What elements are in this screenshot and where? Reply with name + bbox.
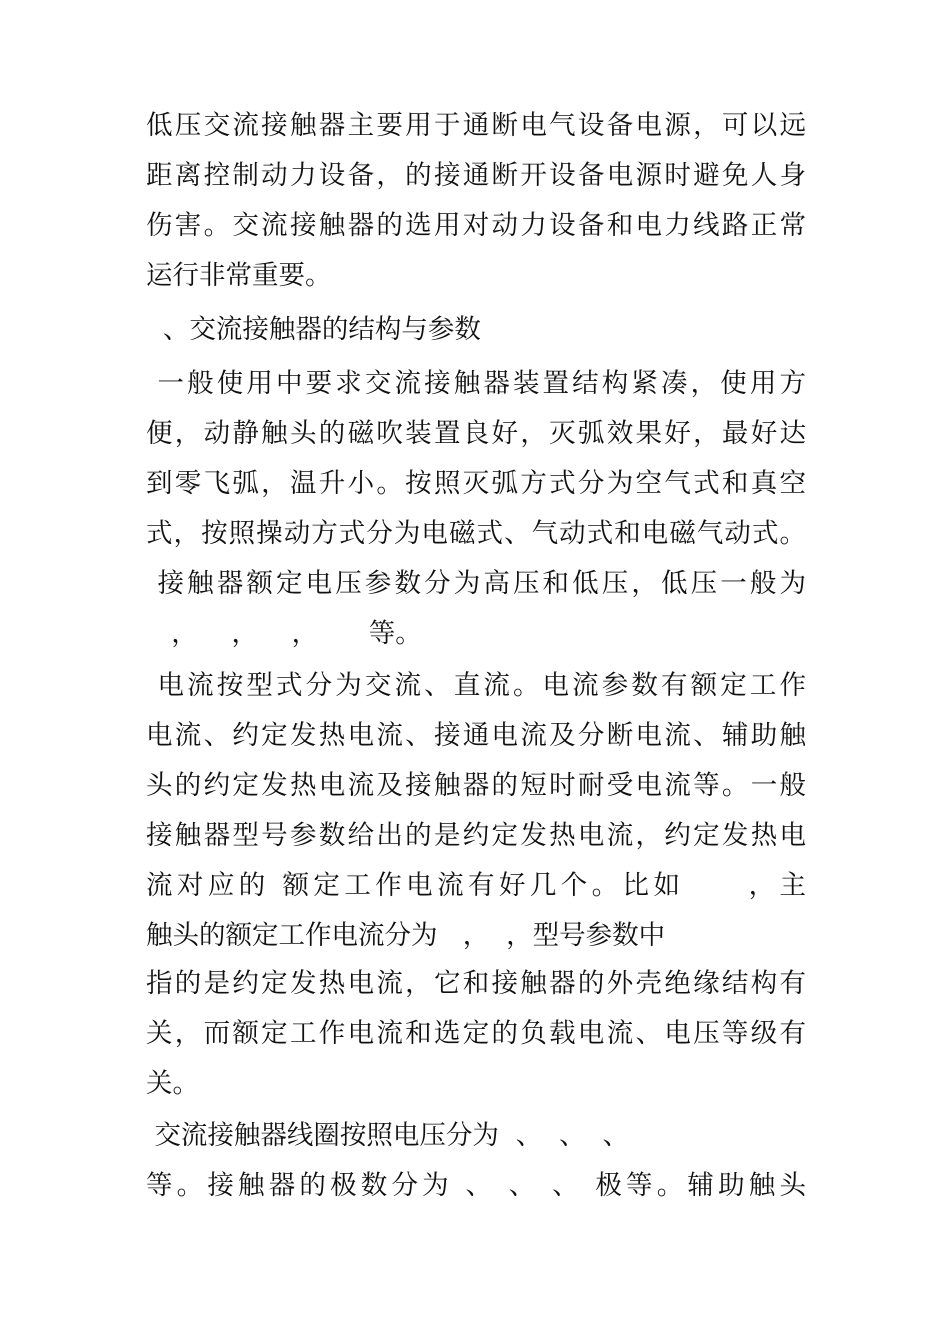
text-line-17: 触头的额定工作电流分为 ， ，型号参数中 — [146, 920, 666, 951]
text-line-16: 流对应的 额定工作电流有好几个。比如 ，主 — [146, 870, 806, 901]
text-line-20: 关。 — [146, 1068, 199, 1099]
text-line-3: 伤害。交流接触器的选用对动力设备和电力线路正常 — [146, 210, 806, 241]
text-line-11: ， ， ， 等。 — [146, 618, 422, 649]
text-line-1: 低压交流接触器主要用于通断电气设备电源，可以远 — [146, 110, 806, 141]
text-line-10: 接触器额定电压参数分为高压和低压，低压一般为 — [146, 568, 806, 599]
text-line-12: 电流按型式分为交流、直流。电流参数有额定工作 — [146, 670, 806, 701]
text-line-18: 指的是约定发热电流，它和接触器的外壳绝缘结构有 — [146, 968, 806, 999]
text-line-7: 便，动静触头的磁吹装置良好，灭弧效果好，最好达 — [146, 418, 806, 449]
text-line-9: 式，按照操动方式分为电磁式、气动式和电磁气动式。 — [146, 518, 806, 549]
text-line-21: 交流接触器线圈按照电压分为 、 、 、 — [146, 1120, 629, 1151]
section-heading: 、交流接触器的结构与参数 — [146, 314, 481, 345]
text-line-4: 运行非常重要。 — [146, 260, 332, 291]
text-line-15: 接触器型号参数给出的是约定发热电流，约定发热电 — [146, 820, 806, 851]
text-line-8: 到零飞弧，温升小。按照灭弧方式分为空气式和真空 — [146, 468, 806, 499]
text-line-22: 等。接触器的极数分为 、 、 、 极等。辅助触头 — [146, 1170, 806, 1201]
text-line-13: 电流、约定发热电流、接通电流及分断电流、辅助触 — [146, 720, 806, 751]
text-line-2: 距离控制动力设备，的接通断开设备电源时避免人身 — [146, 160, 806, 191]
text-line-19: 关，而额定工作电流和选定的负载电流、电压等级有 — [146, 1018, 806, 1049]
text-line-14: 头的约定发热电流及接触器的短时耐受电流等。一般 — [146, 770, 806, 801]
text-line-6: 一般使用中要求交流接触器装置结构紧凑，使用方 — [146, 368, 806, 399]
